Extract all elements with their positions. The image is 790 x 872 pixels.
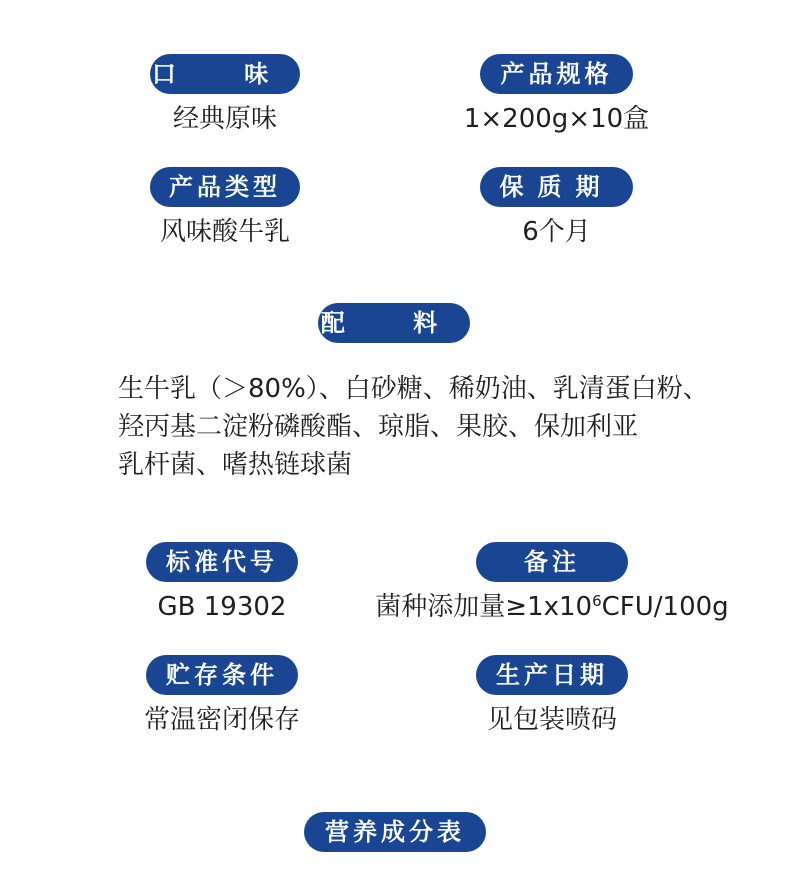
ingredients-line-3: 乳杆菌、嗜热链球菌: [118, 450, 353, 480]
production-date-label: 生产日期: [476, 655, 628, 695]
product-type-value: 风味酸牛乳: [159, 217, 290, 247]
storage-value: 常温密闭保存: [143, 705, 300, 735]
ingredients-label: 配 料: [318, 303, 470, 343]
note-value-prefix: 菌种添加量≥1x10: [375, 592, 593, 622]
note-value-exponent: 6: [592, 592, 602, 610]
flavor-label: 口 味: [150, 54, 300, 94]
standard-code-label: 标准代号: [146, 542, 298, 582]
storage-label: 贮存条件: [146, 655, 298, 695]
product-type-label: 产品类型: [150, 167, 300, 207]
ingredients-line-1: 生牛乳（＞80%）、白砂糖、稀奶油、乳清蛋白粉、: [118, 374, 709, 404]
ingredients-line-2: 羟丙基二淀粉磷酸酯、琼脂、果胶、保加利亚: [118, 412, 639, 442]
flavor-value: 经典原味: [172, 104, 277, 134]
standard-code-value: GB 19302: [157, 592, 287, 622]
note-value: [352, 590, 752, 624]
shelf-life-label: 保质期: [480, 167, 633, 207]
spec-label: 产品规格: [480, 54, 633, 94]
spec-value: 1×200g×10盒: [463, 104, 650, 134]
production-date-value: 见包装喷码: [486, 705, 617, 735]
nutrition-table-label: 营养成分表: [304, 812, 486, 852]
ingredients-text: [118, 370, 718, 484]
note-label: 备注: [476, 542, 628, 582]
note-value-suffix: CFU/100g: [601, 592, 729, 622]
shelf-life-value: 6个月: [522, 217, 591, 247]
